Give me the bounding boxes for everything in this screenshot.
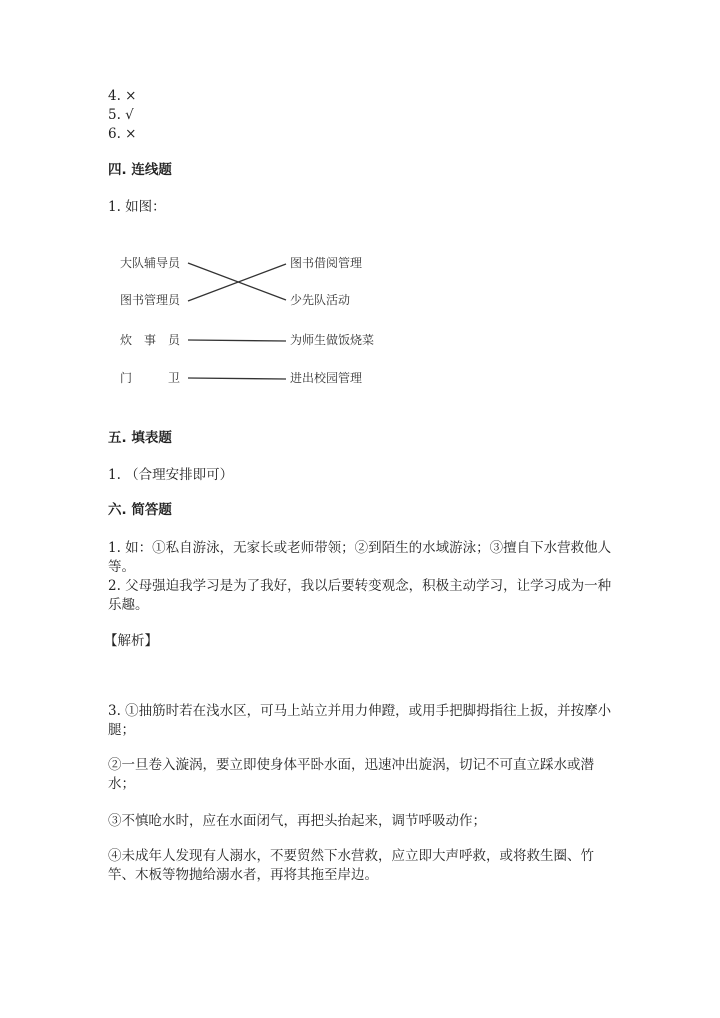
- connector-line: [188, 378, 286, 379]
- answer-2: 2. 父母强迫我学习是为了我好，我以后要转变观念，积极主动学习，让学习成为一种乐趣。: [108, 578, 612, 613]
- answer-5: 5. √: [108, 107, 134, 123]
- right-label: 图书借阅管理: [290, 256, 363, 270]
- left-label: 门 卫: [120, 371, 181, 385]
- right-label: 进出校园管理: [290, 371, 363, 385]
- section-6-title: 六. 简答题: [108, 502, 172, 518]
- analysis-para: ③不慎呛水时，应在水面闭气，再把头抬起来，调节呼吸动作；: [108, 813, 486, 829]
- analysis-label: 【解析】: [104, 633, 158, 649]
- answer-4: 4. ×: [108, 88, 137, 104]
- left-label: 炊 事 员: [120, 333, 181, 347]
- left-label: 图书管理员: [120, 293, 181, 307]
- right-label: 为师生做饭烧菜: [290, 333, 375, 347]
- section-4-title: 四. 连线题: [108, 162, 172, 178]
- left-label: 大队辅导员: [120, 256, 181, 270]
- analysis-para: ④未成年人发现有人溺水，不要贸然下水营救，应立即大声呼救，或将救生圈、竹竿、木板等物抛给溺水者，再将其拖至岸边。: [108, 848, 594, 883]
- right-label: 少先队活动: [290, 293, 351, 307]
- analysis-para: 3. ①抽筋时若在浅水区，可马上站立并用力伸蹬，或用手把脚拇指往上扳，并按摩小腿；: [108, 703, 612, 738]
- analysis-para: ②一旦卷入漩涡，要立即使身体平卧水面，迅速冲出旋涡，切记不可直立踩水或潜水；: [108, 757, 594, 792]
- connector-line: [188, 340, 286, 341]
- answer-6: 6. ×: [108, 126, 137, 142]
- connector-line: [188, 263, 286, 300]
- section-5-item: 1. （合理安排即可）: [108, 467, 234, 483]
- section-5-title: 五. 填表题: [108, 430, 172, 446]
- connector-line: [188, 264, 286, 301]
- answer-1: 1. 如：①私自游泳，无家长或老师带领；②到陌生的水域游泳；③擅自下水营救他人等。: [108, 540, 612, 575]
- section-4-item: 1. 如图：: [108, 199, 166, 215]
